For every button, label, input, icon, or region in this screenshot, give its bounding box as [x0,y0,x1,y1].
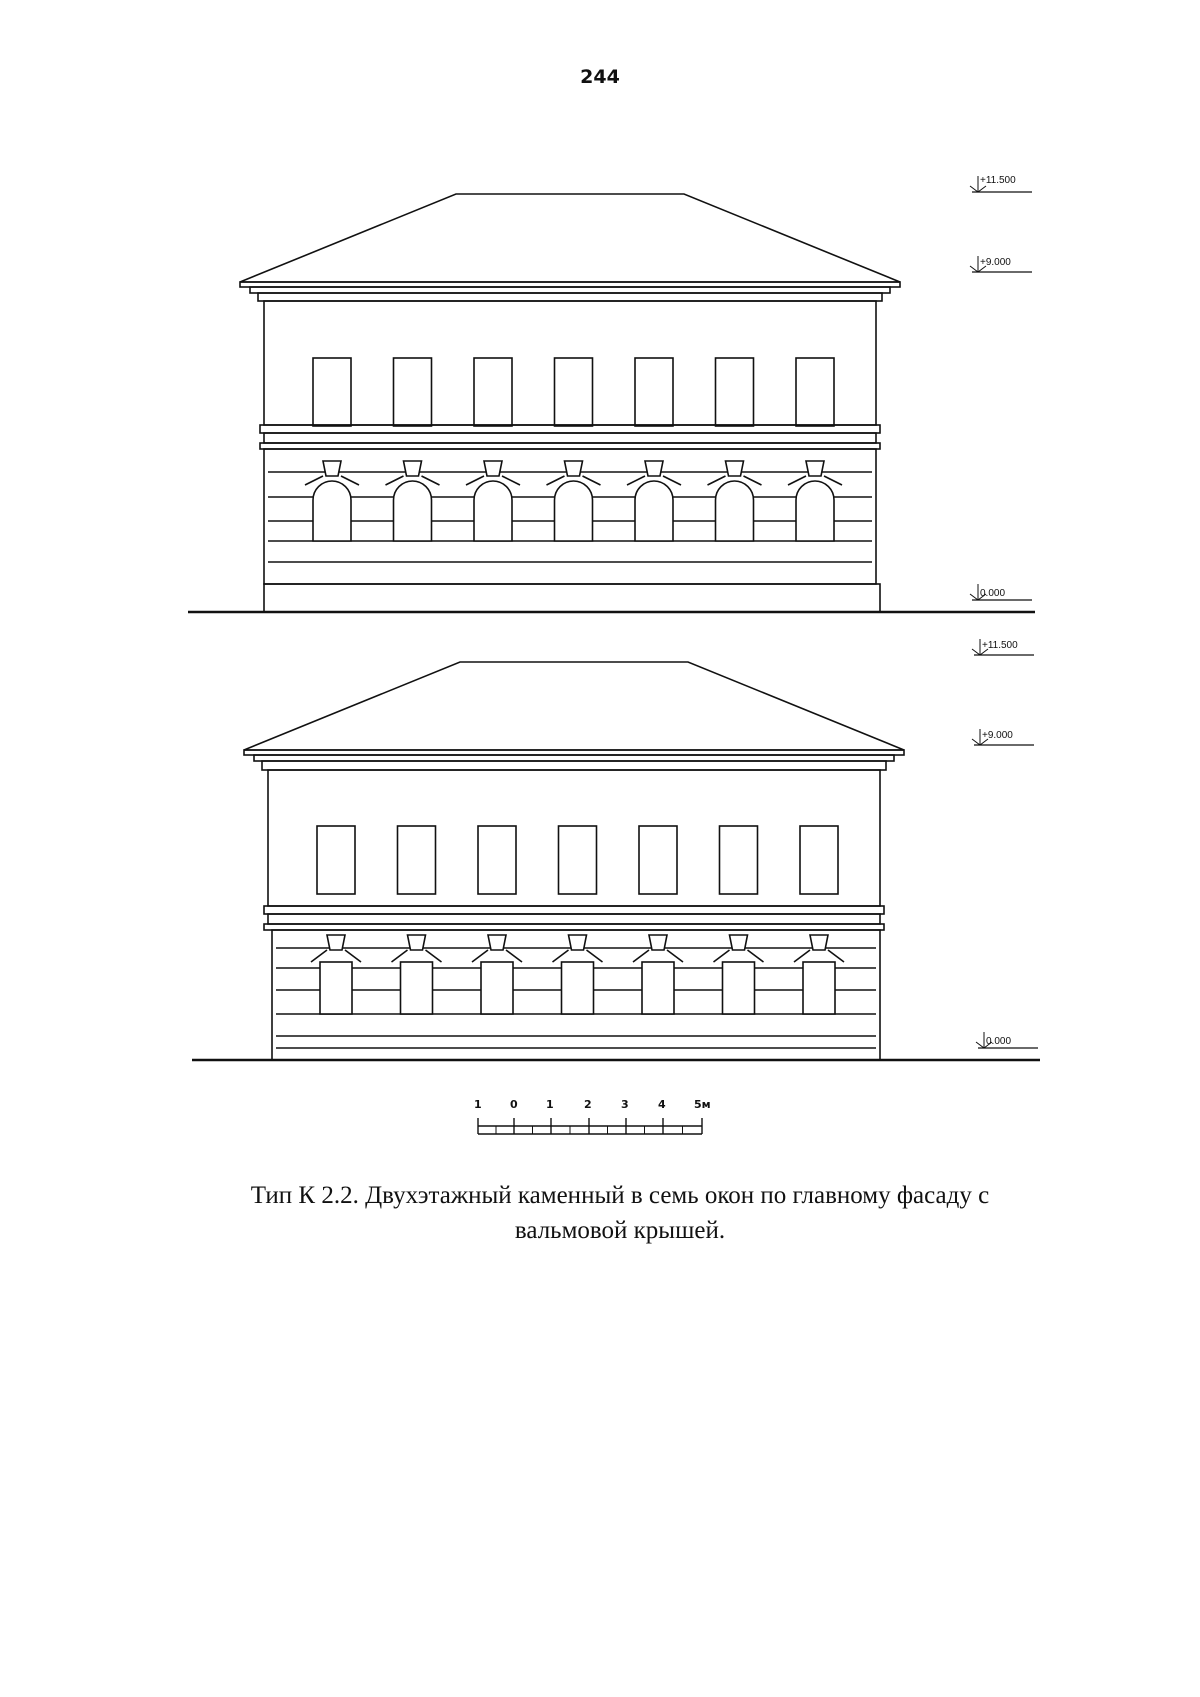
scale-label: 4 [658,1098,666,1111]
window-lower-arched [386,461,440,541]
window-upper [555,358,593,426]
window-lower-arched [627,461,681,541]
plinth-top [264,584,880,612]
window-lower-rect [311,935,361,1014]
window-lower-arched [708,461,762,541]
lower-windows-bottom [311,935,844,1014]
window-lower-rect [472,935,522,1014]
window-lower-arched [547,461,601,541]
window-upper [398,826,436,894]
scale-label: 5м [694,1098,711,1111]
caption-line-2: вальмовой крышей. [514,1217,726,1244]
window-lower-rect [392,935,442,1014]
elevation-label: 0.000 [986,1036,1012,1047]
window-upper [639,826,677,894]
window-upper [720,826,758,894]
window-lower-arched [466,461,520,541]
upper-wall-bottom [268,770,880,906]
window-upper [474,358,512,426]
roof-top [240,194,900,282]
window-lower-rect [553,935,603,1014]
scale-label: 1 [474,1098,482,1111]
window-upper [559,826,597,894]
elevation-marks-top [970,175,1032,600]
elevation-label: +11.500 [980,175,1016,186]
window-upper [635,358,673,426]
window-lower-arched [305,461,359,541]
window-upper [800,826,838,894]
facade-top [188,175,1035,612]
window-upper [716,358,754,426]
upper-windows-top [313,358,834,426]
elevation-label: +11.500 [982,640,1018,651]
window-lower-rect [633,935,683,1014]
scale-label: 3 [621,1098,629,1111]
elevation-label: +9.000 [980,257,1011,268]
caption-line-1: Тип К 2.2. Двухэтажный каменный в семь окон по главному фасаду с [250,1182,990,1209]
belt-course-bottom [264,906,884,914]
scale-label: 2 [584,1098,592,1111]
window-upper [796,358,834,426]
roof-bottom [244,662,904,750]
window-upper [313,358,351,426]
elevation-marks-bottom [972,639,1038,1048]
upper-windows-bottom [317,826,838,894]
window-lower-arched [788,461,842,541]
window-lower-rect [714,935,764,1014]
scale-label: 1 [546,1098,554,1111]
scale-bar [474,1098,711,1134]
elevation-label: +9.000 [982,730,1013,741]
window-upper [317,826,355,894]
elevation-label: 0.000 [980,588,1006,599]
window-upper [394,358,432,426]
figure-caption [130,1178,1110,1248]
lower-windows-top [305,461,842,541]
upper-wall-top [264,301,876,425]
facade-bottom [192,639,1040,1060]
page-number: 244 [580,66,620,88]
window-upper [478,826,516,894]
scale-label: 0 [510,1098,518,1111]
window-lower-rect [794,935,844,1014]
